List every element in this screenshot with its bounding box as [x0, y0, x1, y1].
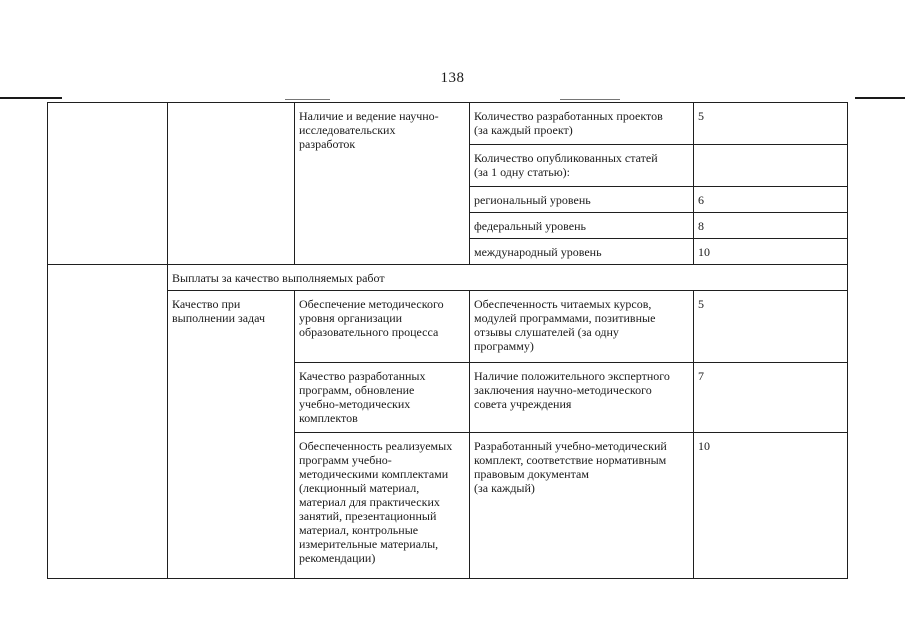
table-cell-empty: [48, 265, 168, 579]
criterion-cell: региональный уровень: [470, 187, 694, 213]
scan-artifact-line: [0, 97, 62, 99]
scan-artifact-line: [855, 97, 905, 99]
section-header: Выплаты за качество выполняемых работ: [168, 265, 848, 291]
section-header-row: [48, 265, 848, 291]
category-cell: Качество при выполнении задач: [168, 291, 295, 579]
points-cell: 10: [694, 239, 848, 265]
indicator-cell: Наличие и ведение научно- исследовательских разработок: [295, 103, 470, 265]
payments-criteria-table: [47, 102, 848, 579]
indicator-cell: Качество разработанных программ, обновление учебно-методических комплектов: [295, 363, 470, 433]
indicator-cell: Обеспеченность реализуемых программ учебно- методическими комплектами (лекционный материал, материал для практических занятий, презентационный материал, контрольные измерительные материалы, рекомендации): [295, 433, 470, 579]
points-cell: 6: [694, 187, 848, 213]
points-cell: 5: [694, 291, 848, 363]
scan-artifact-line: [560, 99, 620, 100]
table-row: [48, 291, 848, 363]
criterion-cell: Наличие положительного экспертного заключения научно-методического совета учреждения: [470, 363, 694, 433]
table-row: [48, 103, 848, 145]
points-cell: 7: [694, 363, 848, 433]
criterion-cell: международный уровень: [470, 239, 694, 265]
table-cell-empty: [168, 103, 295, 265]
page-number: 138: [440, 70, 465, 86]
criterion-cell: федеральный уровень: [470, 213, 694, 239]
table-cell-empty: [48, 103, 168, 265]
criterion-cell: Разработанный учебно-методический комплект, соответствие нормативным правовым документам (за каждый): [470, 433, 694, 579]
criterion-cell: Обеспеченность читаемых курсов, модулей программами, позитивные отзывы слушателей (за одну программу): [470, 291, 694, 363]
indicator-cell: Обеспечение методического уровня организации образовательного процесса: [295, 291, 470, 363]
criterion-cell: Количество опубликованных статей (за 1 одну статью):: [470, 145, 694, 187]
points-cell: 8: [694, 213, 848, 239]
points-cell: [694, 145, 848, 187]
points-cell: 10: [694, 433, 848, 579]
scan-artifact-line: [285, 99, 330, 100]
points-cell: 5: [694, 103, 848, 145]
criterion-cell: Количество разработанных проектов (за каждый проект): [470, 103, 694, 145]
